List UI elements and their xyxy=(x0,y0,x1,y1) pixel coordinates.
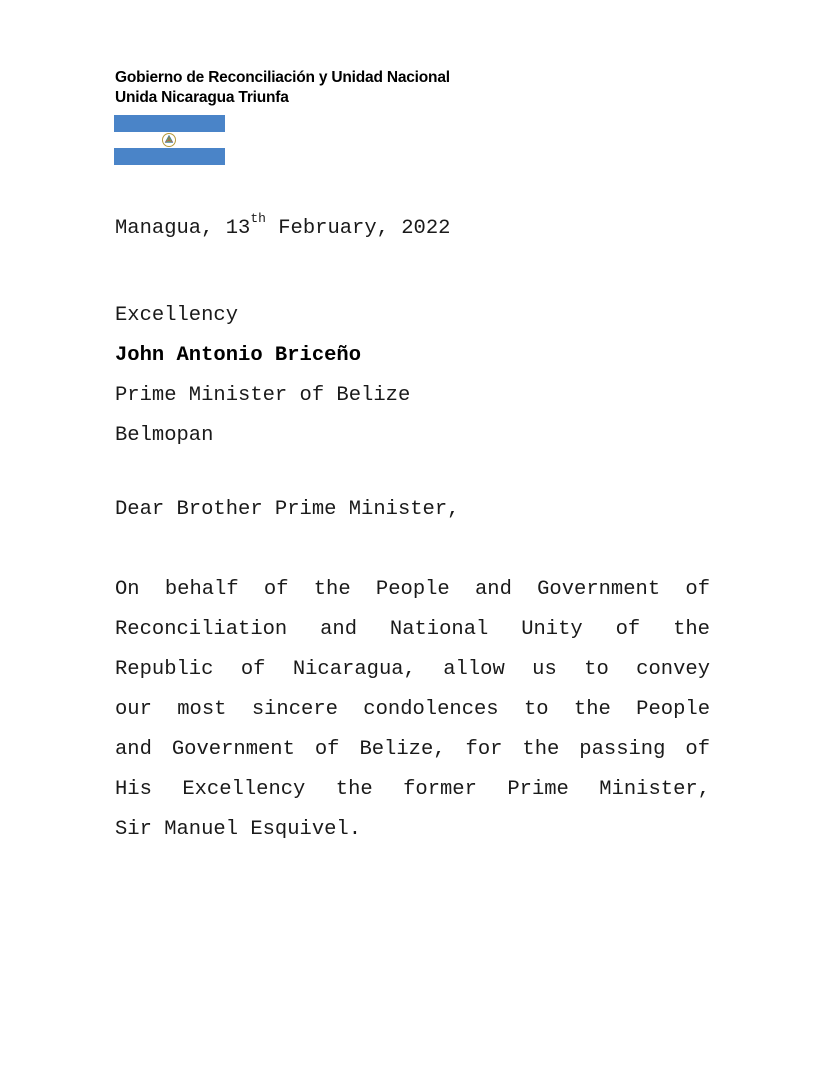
letterhead-slogan: Unida Nicaragua Triunfa xyxy=(115,89,289,106)
paragraph-line: On behalf of the People and Government of xyxy=(115,578,710,601)
paragraph-line: His Excellency the former Prime Minister, xyxy=(115,778,710,801)
coat-of-arms-icon xyxy=(160,132,178,148)
recipient-name: John Antonio Briceño xyxy=(115,344,362,367)
paragraph-line: Reconciliation and National Unity of the xyxy=(115,618,710,641)
paragraph-line: Sir Manuel Esquivel. xyxy=(115,818,362,841)
paragraph-line: Republic of Nicaragua, allow us to convey xyxy=(115,658,710,681)
date-ordinal-suffix: th xyxy=(250,211,266,227)
letter-date xyxy=(115,211,451,242)
salutation: Dear Brother Prime Minister, xyxy=(115,498,460,521)
nicaragua-flag-icon xyxy=(114,115,225,165)
letterhead xyxy=(115,68,450,108)
recipient-honorific: Excellency xyxy=(115,304,239,327)
letterhead-government-name: Gobierno de Reconciliación y Unidad Nacional xyxy=(115,69,450,86)
date-prefix: Managua, 13 xyxy=(115,217,251,240)
date-rest: February, 2022 xyxy=(265,217,451,240)
flag-stripe-bottom xyxy=(114,148,225,165)
paragraph-line: our most sincere condolences to the People xyxy=(115,698,710,721)
condolence-paragraph xyxy=(115,570,710,850)
recipient-position: Prime Minister of Belize xyxy=(115,384,411,407)
recipient-block xyxy=(115,296,410,456)
paragraph-line: and Government of Belize, for the passing of xyxy=(115,738,710,761)
recipient-city: Belmopan xyxy=(115,424,214,447)
flag-stripe-top xyxy=(114,115,225,132)
